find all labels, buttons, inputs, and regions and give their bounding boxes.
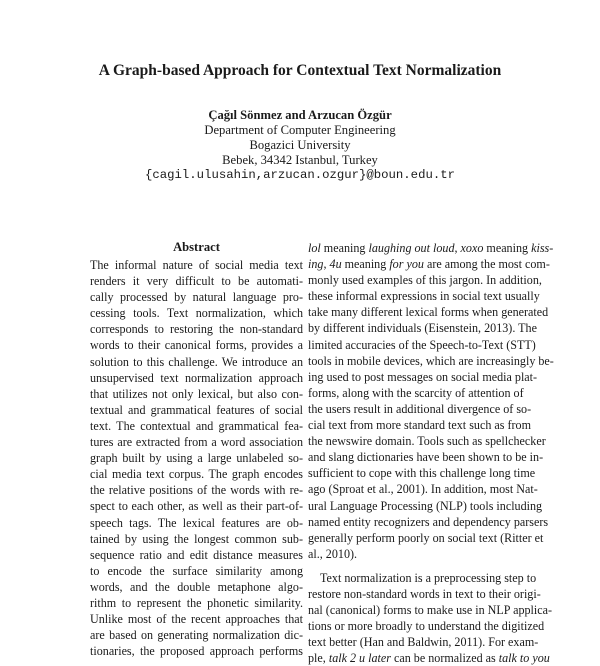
abstract-line: Unlike most of the recent approaches that (90, 612, 303, 627)
abstract-line: that utilizes not only lexical, but also con- (90, 386, 303, 401)
body-line: nal (canonical) forms to make use in NLP applica- (308, 603, 553, 618)
abstract-line: corresponds to restoring the non-standard (90, 322, 303, 337)
abstract-text (90, 257, 303, 659)
paper-title: A Graph-based Approach for Contextual Text Normalization (98, 62, 502, 79)
slang-example: for you (389, 257, 424, 272)
body-line: Text normalization is a preprocessing step to (320, 570, 537, 585)
body-line: sufficient to cope with this challenge long time (308, 466, 536, 481)
slang-example: ing (308, 257, 324, 272)
abstract-line: rithm to represent the phonetic similarity. (90, 595, 303, 610)
body-line: ing used to post messages on social media plat- (308, 369, 538, 384)
abstract-line: The informal nature of social media text (90, 258, 303, 272)
author-block (0, 108, 600, 183)
paragraph-gap (308, 562, 521, 570)
affiliation-university: Bogazici University (249, 138, 351, 152)
body-text: , (323, 257, 330, 272)
body-text: meaning (483, 241, 532, 255)
body-line: text better (Han and Baldwin, 2011). For exam- (308, 635, 539, 650)
body-line: al., 2010). (308, 546, 358, 561)
abstract-line: tures are extracted from a word association (90, 435, 303, 450)
body-line (308, 240, 554, 256)
abstract-line: cessing tools. Text normalization, which (90, 306, 303, 321)
abstract-line: sequence ratio and edit distance measures (90, 547, 303, 562)
slang-example: xoxo (460, 241, 484, 255)
abstract-line: unsupervised text normalization approach (90, 370, 303, 385)
abstract-line: words, and the double metaphone algo- (90, 579, 303, 594)
slang-example: 4u (329, 257, 342, 272)
abstract-heading: Abstract (173, 240, 220, 254)
abstract-line: text. The contextual and grammatical fea- (90, 418, 303, 433)
slang-example: kiss- (531, 241, 554, 255)
author-names: Çağıl Sönmez and Arzucan Özgür (208, 108, 392, 122)
body-line: the newswire domain. Tools such as spellchecker (308, 434, 546, 449)
body-line (308, 256, 550, 272)
body-text: meaning (320, 241, 369, 255)
abstract-line: solution to this challenge. We introduce an (90, 354, 303, 369)
abstract-line: speech tags. The lexical features are ob- (90, 515, 303, 530)
body-line: cial text from more standard text such as from (308, 418, 531, 433)
abstract-line: the relative positions of the words with re- (90, 483, 303, 498)
body-line: these informal expressions in social text usually (308, 289, 540, 304)
body-text: ple, (308, 651, 329, 666)
body-line: by different individuals (Eisenstein, 2013). The (308, 321, 537, 336)
abstract-line: textual and grammatical features of social (90, 402, 303, 417)
body-line: ago (Sproat et al., 2001). In addition, most Nat- (308, 482, 538, 497)
body-line: named entity recognizers and dependency parsers (308, 514, 549, 529)
body-line: the users result in additional divergence of so- (308, 401, 532, 416)
affiliation-department: Department of Computer Engineering (204, 123, 396, 137)
affiliation-address: Bebek, 34342 Istanbul, Turkey (222, 153, 378, 167)
slang-example: talk to you (498, 651, 550, 666)
abstract-line: cally processed by natural language pro- (90, 290, 303, 305)
body-line: generally perform poorly on social text (Ritter et (308, 530, 544, 545)
abstract-line: tionaries, the proposed approach performs (90, 644, 303, 659)
author-emails: {cagil.ulusahin,arzucan.ozgur}@boun.edu.tr (145, 168, 455, 182)
abstract-line: graph built by using a large unlabeled so- (90, 451, 303, 466)
body-line: restore non-standard words in text to their origi- (308, 586, 541, 601)
abstract-line: spect to each other, as well as their part-of- (90, 499, 303, 514)
body-text: are among the most com- (423, 257, 550, 272)
slang-example: lol (308, 241, 321, 255)
abstract-line: to encode the surface similarity among (90, 563, 303, 578)
slang-example: laughing out loud (368, 241, 455, 255)
body-line (308, 650, 550, 666)
body-line: monly used examples of this jargon. In addition, (308, 273, 542, 288)
body-text: can be normalized as (390, 651, 499, 666)
body-line: take many different lexical forms when generated (308, 305, 549, 320)
abstract-line: renders it very difficult to be automati- (90, 274, 303, 289)
abstract-line: are based on generating normalization dic- (90, 628, 303, 643)
abstract-line: cial media text corpus. The graph encodes (90, 467, 303, 482)
body-line: ural Language Processing (NLP) tools including (308, 498, 543, 513)
body-text: meaning (341, 257, 390, 272)
body-line: forms, along with the scarcity of attention of (308, 385, 524, 400)
body-line: and slang dictionaries have been shown to be in- (308, 450, 544, 465)
abstract-line: words to their canonical forms, provides a (90, 338, 303, 353)
slang-example: talk 2 u later (328, 651, 391, 666)
body-line: tools in mobile devices, which are increasingly be- (308, 353, 554, 368)
body-line: limited accuracies of the Speech-to-Text (STT) (308, 337, 536, 352)
abstract-line: tained by using the longest common sub- (90, 531, 303, 546)
body-line: tions or more broadly to understand the digitized (308, 619, 545, 634)
body-text: , (454, 241, 461, 255)
introduction-text (308, 240, 554, 666)
